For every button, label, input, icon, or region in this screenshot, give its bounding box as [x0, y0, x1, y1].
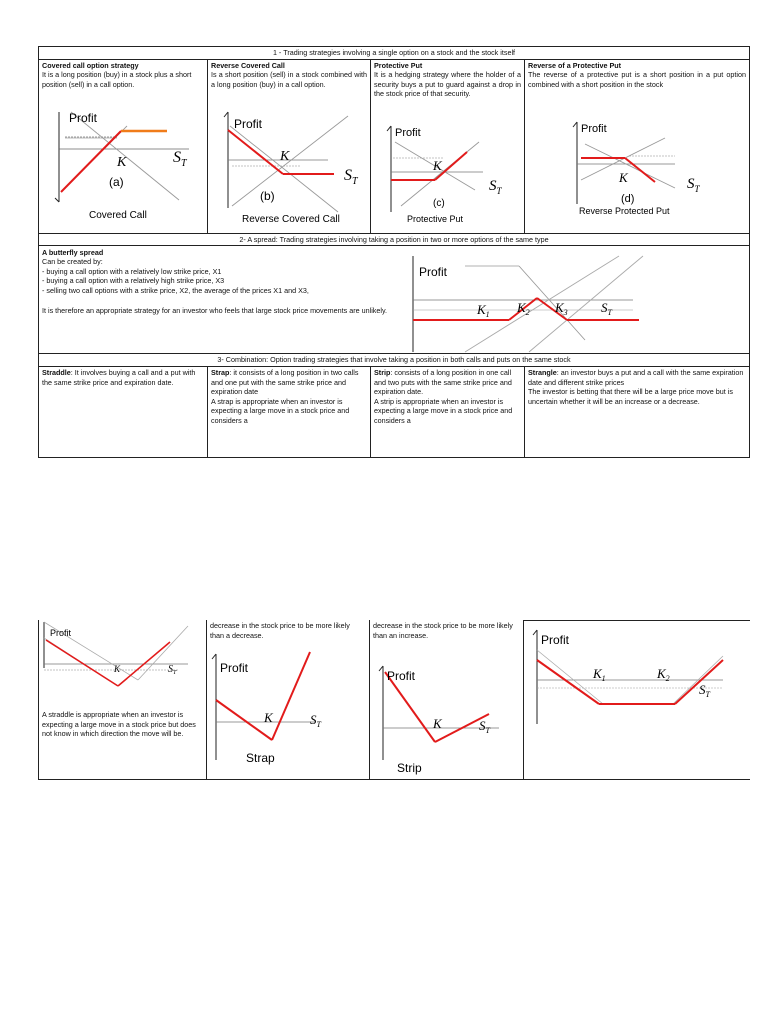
butterfly-line-2: - buying a call option with a relatively low strike price, X1 — [42, 266, 222, 276]
section1-header-text: 1 - Trading strategies involving a single option on a stock and the stock itself — [272, 48, 516, 57]
reverse-covered-call-profit-label: Profit — [234, 117, 263, 131]
reverse-protective-put-letter: (d) — [621, 193, 635, 205]
strap-extra: A strap is appropriate when an investor is expecting a large move in a stock price and considers a — [211, 396, 350, 425]
butterfly-k1-label: $K_1$ — [477, 302, 490, 319]
strangle-figure — [523, 620, 750, 770]
reverse-protective-put-cell — [524, 60, 749, 233]
strip-desc: : consists of a long position in one call and two puts with the same strike price and expiration date. — [374, 368, 512, 397]
butterfly-line-5: It is therefore an appropriate strategy for an investor who feels that large stock price movements are unlikely. — [42, 306, 388, 316]
covered-call-desc: It is a long position (buy) in a stock plus a short position (sell) in a call option. — [42, 70, 192, 89]
protective-put-title: Protective Put — [374, 61, 423, 70]
strangle-st-label: $S_T$ — [699, 682, 710, 699]
protective-put-profit-label: Profit — [395, 127, 421, 139]
covered-call-st-label: $S_T$ — [173, 149, 187, 169]
butterfly-line-3: - buying a call option with a relatively high strike price, X3 — [42, 276, 225, 286]
reverse-covered-call-cell — [207, 60, 370, 233]
reverse-protective-put-figure — [525, 118, 749, 230]
butterfly-profit-label: Profit — [419, 265, 448, 279]
protective-put-desc: It is a hedging strategy where the holder of a security buys a put to guard against a drop in the stock price of that security. — [374, 70, 521, 99]
covered-call-figure — [39, 104, 207, 232]
covered-call-cell — [39, 60, 207, 233]
strap-cell — [207, 367, 370, 457]
butterfly-text-cell — [39, 246, 409, 353]
reverse-covered-call-title: Reverse Covered Call — [211, 61, 285, 70]
covered-call-caption: Covered Call — [89, 210, 147, 221]
strap-k-label: K — [264, 710, 273, 725]
protective-put-figure — [371, 122, 524, 233]
protective-put-caption: Protective Put — [407, 214, 464, 224]
reverse-protective-put-title: Reverse of a Protective Put — [528, 61, 622, 70]
reverse-protective-put-profit-label: Profit — [581, 123, 607, 135]
continuation-table — [38, 620, 750, 780]
reverse-protective-put-caption: Reverse Protected Put — [579, 206, 670, 216]
section3-header — [39, 354, 749, 367]
strip-profit-label: Profit — [387, 669, 416, 683]
reverse-covered-call-k-label: K — [280, 149, 290, 164]
butterfly-st-label: $S_T$ — [601, 300, 612, 317]
strip-figure — [369, 658, 523, 788]
straddle-title: Straddle — [42, 368, 71, 377]
strap-desc: : it consists of a long position in two calls and one put with the same strike price and expiration date — [211, 368, 359, 397]
reverse-protective-put-desc: The reverse of a protective put is a short position in a put option combined with a short position in the stock — [528, 70, 746, 89]
straddle-k-label: K — [114, 664, 121, 674]
strap-profit-label: Profit — [220, 661, 249, 675]
strangle-k1-label: $K_1$ — [593, 666, 606, 683]
strangle-desc: : an investor buys a put and a call with the same expiration date and different strike prices — [528, 368, 744, 387]
straddle-appropriate-text: A straddle is appropriate when an investor is expecting a large move in a stock price but does not know in which direction the move will be. — [42, 710, 196, 739]
reverse-covered-call-st-label: $S_T$ — [344, 167, 358, 187]
reverse-covered-call-caption: Reverse Covered Call — [242, 214, 340, 225]
covered-call-profit-label: Profit — [69, 111, 98, 125]
covered-call-title: Covered call option strategy — [42, 61, 139, 70]
straddle-desc: : It involves buying a call and a put with the same strike price and expiration date. — [42, 368, 196, 387]
strip-caption: Strip — [397, 761, 422, 775]
section2-header-text: 2- A spread: Trading strategies involving taking a position in two or more options of the same type — [239, 235, 549, 244]
butterfly-figure — [409, 248, 649, 352]
strap-caption: Strap — [246, 751, 275, 765]
butterfly-k3-label: $K_3$ — [555, 300, 568, 317]
butterfly-title: A butterfly spread — [42, 248, 104, 257]
covered-call-letter: (a) — [109, 175, 124, 189]
strap-st-label: $S_T$ — [310, 712, 321, 729]
reverse-covered-call-figure — [208, 108, 370, 233]
strangle-cell — [524, 367, 749, 457]
strip-cell — [370, 367, 524, 457]
strip-continuation-text: decrease in the stock price to be more likely than an increase. — [373, 621, 513, 640]
section3-row — [39, 367, 749, 457]
strap-title: Strap — [211, 368, 230, 377]
protective-put-letter: (c) — [433, 198, 445, 209]
covered-call-k-label: K — [117, 155, 127, 170]
strip-k-label: K — [433, 716, 442, 731]
strip-title: Strip — [374, 368, 391, 377]
reverse-protective-put-st-label: $S_T$ — [687, 176, 700, 194]
protective-put-st-label: $S_T$ — [489, 178, 502, 196]
reverse-covered-call-desc: Is a short position (sell) in a stock combined with a long position (buy) in a call option. — [211, 70, 367, 89]
strap-figure — [206, 648, 369, 778]
strategies-table — [38, 46, 750, 458]
straddle-figure — [38, 620, 206, 700]
reverse-protective-put-k-label: K — [619, 170, 628, 185]
straddle-st-label: $S_T$ — [168, 664, 177, 676]
strip-extra: A strip is appropriate when an investor is expecting a large move in a stock price and considers a — [374, 396, 513, 425]
butterfly-line-1: Can be created by: — [42, 257, 103, 266]
butterfly-line-4: - selling two call options with a strike price, X2, the average of the prices X1 and X3, — [42, 285, 309, 295]
section3-header-text: 3- Combination: Option trading strategies that involve taking a position in both calls and puts on the same stock — [217, 355, 571, 364]
strangle-profit-label: Profit — [541, 633, 570, 647]
straddle-cell — [39, 367, 207, 457]
strangle-k2-label: $K_2$ — [657, 666, 670, 683]
strangle-extra: The investor is betting that there will be a large price move but is uncertain whether it will be an increase or a decrease. — [528, 387, 733, 406]
protective-put-cell — [370, 60, 524, 233]
straddle-profit-label: Profit — [50, 628, 72, 638]
section2-header — [39, 234, 749, 246]
section1-row — [39, 60, 749, 234]
strap-continuation-text: decrease in the stock price to be more likely than a decrease. — [210, 621, 350, 640]
strangle-title: Strangle — [528, 368, 557, 377]
butterfly-k2-label: $K_2$ — [517, 300, 530, 317]
protective-put-k-label: K — [433, 158, 442, 173]
section1-header — [39, 47, 749, 60]
reverse-covered-call-letter: (b) — [260, 189, 275, 203]
section2-row — [39, 246, 749, 354]
strip-st-label: $S_T$ — [479, 718, 490, 735]
